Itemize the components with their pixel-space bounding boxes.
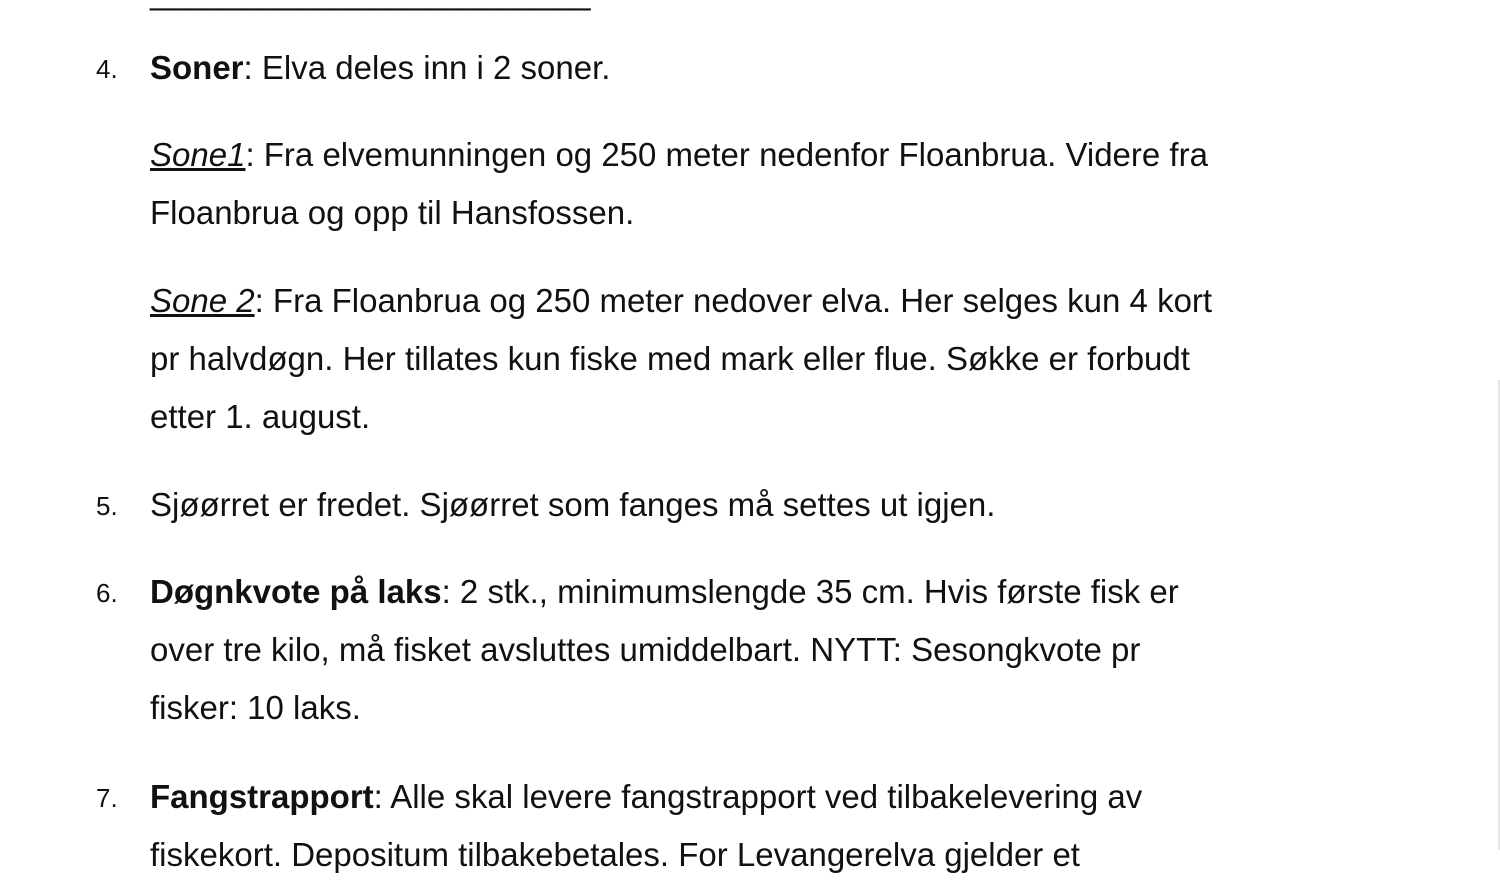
item-7-text1: : Alle skal levere fangstrapport ved tilbakelevering av — [373, 778, 1143, 815]
item-6-term: Døgnkvote på laks — [150, 573, 442, 610]
item-6-line2: over tre kilo, må fisket avsluttes umiddelbart. NYTT: Sesongkvote pr — [150, 631, 1141, 668]
sone2-line2: pr halvdøgn. Her tillates kun fiske med mark eller flue. Søkke er forbudt — [150, 340, 1190, 377]
item-7-line1 — [150, 768, 1380, 826]
sone2-line3: etter 1. august. — [150, 398, 371, 435]
list-number-5: 5. — [96, 491, 118, 521]
sone1-label: Sone1 — [150, 136, 246, 173]
sone2-text1: : Fra Floanbrua og 250 meter nedover elva. Her selges kun 4 kort — [254, 282, 1213, 319]
sone2-line1 — [150, 272, 1380, 330]
item-6-text1: : 2 stk., minimumslengde 35 cm. Hvis første fisk er — [441, 573, 1179, 610]
top-cut-text — [150, 0, 590, 12]
item-5-line: Sjøørret er fredet. Sjøørret som fanges må settes ut igjen. — [150, 486, 996, 523]
list-number-7: 7. — [96, 783, 118, 813]
sone1-line1 — [150, 126, 1380, 184]
item-4-text: : Elva deles inn i 2 soner. — [243, 49, 611, 86]
item-6-line1 — [150, 563, 1380, 621]
item-4-line — [150, 39, 1380, 97]
sone1-text1: : Fra elvemunningen og 250 meter nedenfor Floanbrua. Videre fra — [245, 136, 1208, 173]
sone2-label: Sone 2 — [150, 282, 255, 319]
list-number-4: 4. — [96, 54, 118, 84]
item-7-line2: fiskekort. Depositum tilbakebetales. For Levangerelva gjelder et — [150, 836, 1080, 873]
item-6-line3: fisker: 10 laks. — [150, 689, 361, 726]
item-4-term: Soner — [150, 49, 244, 86]
item-7-term: Fangstrapport — [150, 778, 374, 815]
sone1-line2: Floanbrua og opp til Hansfossen. — [150, 194, 635, 231]
list-number-6: 6. — [96, 578, 118, 608]
